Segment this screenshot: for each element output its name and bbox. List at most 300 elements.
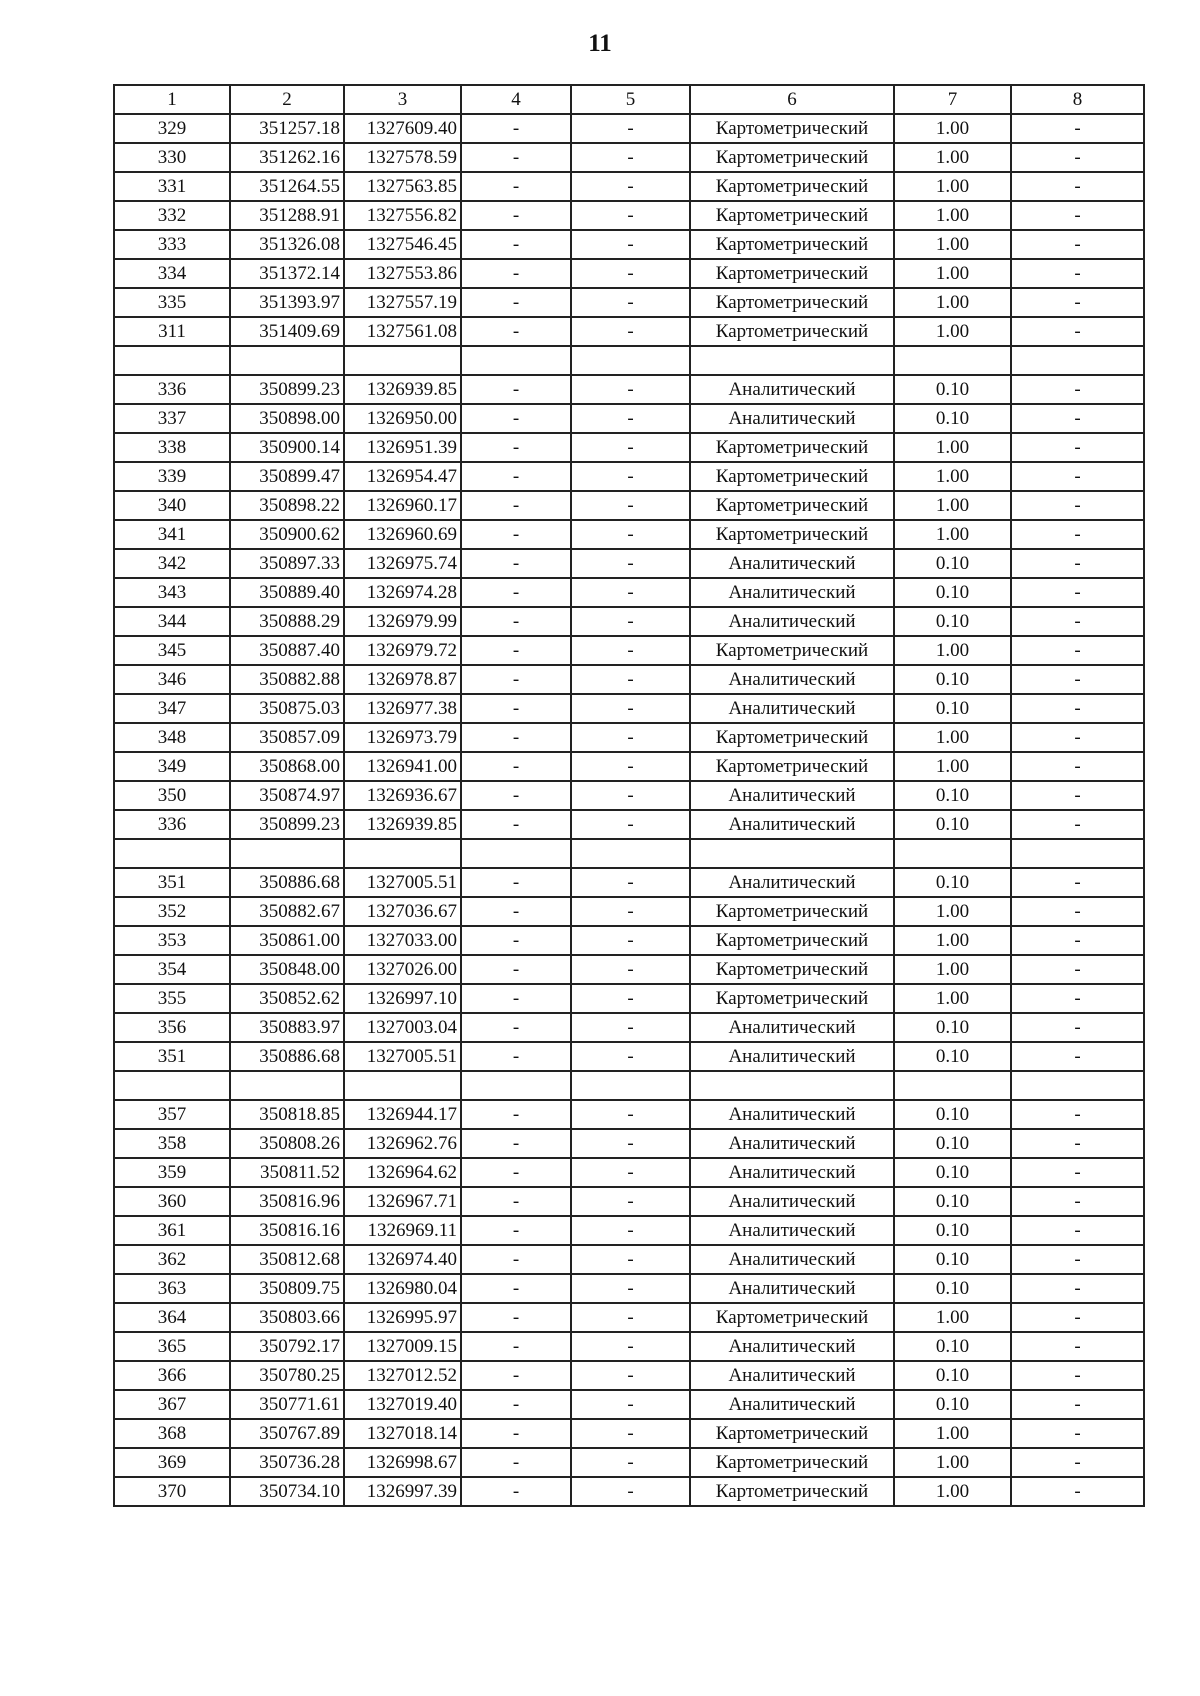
cell-point-number: 344 xyxy=(114,607,230,636)
cell-x-coordinate: 351326.08 xyxy=(230,230,344,259)
cell-col-8: - xyxy=(1011,288,1144,317)
cell-x-coordinate: 350792.17 xyxy=(230,1332,344,1361)
table-row xyxy=(114,1216,1144,1245)
cell-y-coordinate: 1327005.51 xyxy=(344,868,461,897)
cell-y-coordinate xyxy=(344,839,461,868)
cell-col-5 xyxy=(571,1071,690,1100)
cell-x-coordinate: 350812.68 xyxy=(230,1245,344,1274)
table-row xyxy=(114,1245,1144,1274)
cell-point-number: 311 xyxy=(114,317,230,346)
cell-method xyxy=(690,839,894,868)
cell-method: Картометрический xyxy=(690,1448,894,1477)
cell-method: Аналитический xyxy=(690,1361,894,1390)
cell-col-4: - xyxy=(461,781,571,810)
table-row xyxy=(114,317,1144,346)
cell-y-coordinate: 1326951.39 xyxy=(344,433,461,462)
table-row xyxy=(114,984,1144,1013)
cell-x-coordinate: 350816.16 xyxy=(230,1216,344,1245)
cell-col-5: - xyxy=(571,897,690,926)
cell-x-coordinate: 350883.97 xyxy=(230,1013,344,1042)
cell-col-5: - xyxy=(571,375,690,404)
table-row xyxy=(114,810,1144,839)
column-header-4: 4 xyxy=(461,85,571,114)
cell-point-number: 350 xyxy=(114,781,230,810)
cell-y-coordinate: 1327578.59 xyxy=(344,143,461,172)
cell-col-8: - xyxy=(1011,1274,1144,1303)
cell-col-8: - xyxy=(1011,114,1144,143)
table-row xyxy=(114,1303,1144,1332)
cell-method: Картометрический xyxy=(690,491,894,520)
cell-method: Аналитический xyxy=(690,1129,894,1158)
table-row xyxy=(114,172,1144,201)
cell-method xyxy=(690,346,894,375)
cell-accuracy: 1.00 xyxy=(894,172,1011,201)
cell-method: Картометрический xyxy=(690,172,894,201)
cell-point-number: 334 xyxy=(114,259,230,288)
cell-accuracy: 1.00 xyxy=(894,491,1011,520)
cell-col-5: - xyxy=(571,984,690,1013)
cell-method: Аналитический xyxy=(690,810,894,839)
cell-y-coordinate: 1326964.62 xyxy=(344,1158,461,1187)
cell-y-coordinate: 1326974.28 xyxy=(344,578,461,607)
cell-col-4: - xyxy=(461,607,571,636)
cell-col-8: - xyxy=(1011,955,1144,984)
cell-accuracy: 0.10 xyxy=(894,1274,1011,1303)
cell-col-5: - xyxy=(571,1245,690,1274)
coordinates-table xyxy=(113,84,1145,1507)
cell-y-coordinate: 1327012.52 xyxy=(344,1361,461,1390)
cell-col-4: - xyxy=(461,1187,571,1216)
cell-col-4: - xyxy=(461,1129,571,1158)
table-row xyxy=(114,578,1144,607)
cell-col-5: - xyxy=(571,143,690,172)
cell-method: Картометрический xyxy=(690,955,894,984)
cell-col-5: - xyxy=(571,1390,690,1419)
cell-accuracy: 1.00 xyxy=(894,636,1011,665)
cell-accuracy: 1.00 xyxy=(894,752,1011,781)
cell-method: Картометрический xyxy=(690,1477,894,1506)
cell-col-8: - xyxy=(1011,1129,1144,1158)
cell-accuracy: 1.00 xyxy=(894,1303,1011,1332)
cell-method: Картометрический xyxy=(690,317,894,346)
cell-col-8: - xyxy=(1011,259,1144,288)
table-row xyxy=(114,868,1144,897)
cell-x-coordinate: 351288.91 xyxy=(230,201,344,230)
cell-accuracy: 0.10 xyxy=(894,868,1011,897)
cell-col-5: - xyxy=(571,1477,690,1506)
cell-x-coordinate: 350734.10 xyxy=(230,1477,344,1506)
cell-point-number: 342 xyxy=(114,549,230,578)
cell-col-5: - xyxy=(571,1013,690,1042)
cell-col-8: - xyxy=(1011,1361,1144,1390)
table-row xyxy=(114,259,1144,288)
table-row xyxy=(114,114,1144,143)
cell-point-number: 356 xyxy=(114,1013,230,1042)
cell-x-coordinate: 350900.62 xyxy=(230,520,344,549)
table-row xyxy=(114,839,1144,868)
column-header-5: 5 xyxy=(571,85,690,114)
cell-col-5 xyxy=(571,346,690,375)
column-header-7: 7 xyxy=(894,85,1011,114)
cell-col-4: - xyxy=(461,1274,571,1303)
table-row xyxy=(114,404,1144,433)
table-row xyxy=(114,1100,1144,1129)
cell-y-coordinate: 1326969.11 xyxy=(344,1216,461,1245)
cell-col-5: - xyxy=(571,491,690,520)
cell-y-coordinate: 1326939.85 xyxy=(344,375,461,404)
cell-accuracy: 0.10 xyxy=(894,1013,1011,1042)
cell-accuracy: 1.00 xyxy=(894,143,1011,172)
cell-x-coordinate: 350736.28 xyxy=(230,1448,344,1477)
cell-accuracy: 1.00 xyxy=(894,1448,1011,1477)
cell-col-8 xyxy=(1011,1071,1144,1100)
cell-col-8: - xyxy=(1011,1245,1144,1274)
cell-accuracy: 0.10 xyxy=(894,1042,1011,1071)
cell-y-coordinate: 1327019.40 xyxy=(344,1390,461,1419)
cell-col-4: - xyxy=(461,1390,571,1419)
cell-col-5: - xyxy=(571,1216,690,1245)
cell-col-4: - xyxy=(461,694,571,723)
cell-accuracy: 0.10 xyxy=(894,1187,1011,1216)
table-row xyxy=(114,1419,1144,1448)
cell-col-4: - xyxy=(461,143,571,172)
cell-col-8: - xyxy=(1011,868,1144,897)
header-row xyxy=(114,85,1144,114)
cell-col-4: - xyxy=(461,1361,571,1390)
cell-accuracy: 0.10 xyxy=(894,607,1011,636)
cell-x-coordinate: 350882.67 xyxy=(230,897,344,926)
cell-x-coordinate: 350780.25 xyxy=(230,1361,344,1390)
cell-col-4: - xyxy=(461,375,571,404)
cell-col-4: - xyxy=(461,549,571,578)
cell-point-number: 357 xyxy=(114,1100,230,1129)
cell-method: Картометрический xyxy=(690,143,894,172)
cell-y-coordinate: 1327018.14 xyxy=(344,1419,461,1448)
cell-x-coordinate: 350852.62 xyxy=(230,984,344,1013)
cell-col-5: - xyxy=(571,665,690,694)
cell-col-8: - xyxy=(1011,404,1144,433)
cell-method: Аналитический xyxy=(690,1042,894,1071)
table-row xyxy=(114,665,1144,694)
cell-col-4: - xyxy=(461,520,571,549)
cell-col-4: - xyxy=(461,1303,571,1332)
cell-col-8: - xyxy=(1011,752,1144,781)
table-body xyxy=(114,114,1144,1506)
cell-col-5: - xyxy=(571,636,690,665)
cell-point-number: 348 xyxy=(114,723,230,752)
cell-col-8: - xyxy=(1011,636,1144,665)
cell-point-number: 358 xyxy=(114,1129,230,1158)
cell-col-8: - xyxy=(1011,549,1144,578)
cell-col-4: - xyxy=(461,723,571,752)
cell-col-4: - xyxy=(461,752,571,781)
cell-col-4: - xyxy=(461,868,571,897)
cell-accuracy: 1.00 xyxy=(894,230,1011,259)
cell-point-number: 366 xyxy=(114,1361,230,1390)
cell-x-coordinate: 350886.68 xyxy=(230,1042,344,1071)
table-row xyxy=(114,723,1144,752)
cell-col-5: - xyxy=(571,723,690,752)
cell-accuracy: 1.00 xyxy=(894,723,1011,752)
cell-x-coordinate xyxy=(230,346,344,375)
cell-accuracy: 1.00 xyxy=(894,897,1011,926)
cell-point-number: 331 xyxy=(114,172,230,201)
cell-col-8: - xyxy=(1011,1158,1144,1187)
cell-x-coordinate: 350811.52 xyxy=(230,1158,344,1187)
cell-y-coordinate: 1326936.67 xyxy=(344,781,461,810)
cell-method: Аналитический xyxy=(690,1187,894,1216)
cell-x-coordinate: 350816.96 xyxy=(230,1187,344,1216)
cell-col-5: - xyxy=(571,694,690,723)
cell-y-coordinate: 1327561.08 xyxy=(344,317,461,346)
cell-y-coordinate: 1327556.82 xyxy=(344,201,461,230)
table-row xyxy=(114,520,1144,549)
cell-point-number: 337 xyxy=(114,404,230,433)
cell-method: Аналитический xyxy=(690,578,894,607)
cell-y-coordinate: 1326979.99 xyxy=(344,607,461,636)
cell-col-4: - xyxy=(461,1332,571,1361)
cell-y-coordinate: 1326980.04 xyxy=(344,1274,461,1303)
table-row xyxy=(114,375,1144,404)
cell-point-number: 329 xyxy=(114,114,230,143)
cell-col-8: - xyxy=(1011,665,1144,694)
cell-col-5: - xyxy=(571,1361,690,1390)
cell-col-4: - xyxy=(461,404,571,433)
cell-x-coordinate: 350861.00 xyxy=(230,926,344,955)
table-row xyxy=(114,1129,1144,1158)
cell-point-number: 363 xyxy=(114,1274,230,1303)
cell-x-coordinate xyxy=(230,839,344,868)
table-row xyxy=(114,926,1144,955)
table-row xyxy=(114,1013,1144,1042)
cell-method: Картометрический xyxy=(690,520,894,549)
cell-col-8: - xyxy=(1011,607,1144,636)
cell-method: Аналитический xyxy=(690,1158,894,1187)
cell-y-coordinate: 1326944.17 xyxy=(344,1100,461,1129)
cell-x-coordinate: 350887.40 xyxy=(230,636,344,665)
cell-point-number: 361 xyxy=(114,1216,230,1245)
cell-method xyxy=(690,1071,894,1100)
cell-col-5: - xyxy=(571,810,690,839)
cell-point-number: 353 xyxy=(114,926,230,955)
cell-col-4: - xyxy=(461,433,571,462)
cell-col-4: - xyxy=(461,462,571,491)
cell-y-coordinate xyxy=(344,1071,461,1100)
cell-col-5: - xyxy=(571,868,690,897)
cell-col-4: - xyxy=(461,1042,571,1071)
column-header-8: 8 xyxy=(1011,85,1144,114)
cell-accuracy: 0.10 xyxy=(894,1216,1011,1245)
cell-col-5: - xyxy=(571,578,690,607)
table-row xyxy=(114,955,1144,984)
cell-y-coordinate xyxy=(344,346,461,375)
cell-point-number: 345 xyxy=(114,636,230,665)
cell-point-number xyxy=(114,1071,230,1100)
cell-accuracy: 0.10 xyxy=(894,1361,1011,1390)
cell-col-5: - xyxy=(571,172,690,201)
cell-y-coordinate: 1327009.15 xyxy=(344,1332,461,1361)
cell-accuracy: 0.10 xyxy=(894,665,1011,694)
table-row xyxy=(114,694,1144,723)
cell-point-number: 332 xyxy=(114,201,230,230)
cell-col-8: - xyxy=(1011,897,1144,926)
cell-accuracy: 0.10 xyxy=(894,810,1011,839)
cell-x-coordinate: 351372.14 xyxy=(230,259,344,288)
cell-method: Картометрический xyxy=(690,462,894,491)
cell-accuracy: 0.10 xyxy=(894,1158,1011,1187)
cell-method: Аналитический xyxy=(690,607,894,636)
cell-y-coordinate: 1326967.71 xyxy=(344,1187,461,1216)
cell-method: Аналитический xyxy=(690,781,894,810)
cell-col-8 xyxy=(1011,839,1144,868)
cell-method: Картометрический xyxy=(690,259,894,288)
cell-accuracy: 0.10 xyxy=(894,578,1011,607)
table-row xyxy=(114,1361,1144,1390)
cell-point-number: 346 xyxy=(114,665,230,694)
cell-col-4: - xyxy=(461,955,571,984)
cell-col-4 xyxy=(461,839,571,868)
cell-col-5: - xyxy=(571,317,690,346)
cell-y-coordinate: 1327005.51 xyxy=(344,1042,461,1071)
cell-method: Картометрический xyxy=(690,433,894,462)
cell-col-4: - xyxy=(461,1245,571,1274)
cell-x-coordinate: 351257.18 xyxy=(230,114,344,143)
cell-col-5 xyxy=(571,839,690,868)
cell-col-5: - xyxy=(571,114,690,143)
cell-col-8: - xyxy=(1011,723,1144,752)
cell-col-8: - xyxy=(1011,1303,1144,1332)
cell-y-coordinate: 1326979.72 xyxy=(344,636,461,665)
cell-y-coordinate: 1326939.85 xyxy=(344,810,461,839)
table-row xyxy=(114,230,1144,259)
cell-col-4: - xyxy=(461,926,571,955)
cell-point-number: 365 xyxy=(114,1332,230,1361)
cell-col-4: - xyxy=(461,1477,571,1506)
cell-point-number: 360 xyxy=(114,1187,230,1216)
cell-col-4: - xyxy=(461,259,571,288)
cell-y-coordinate: 1327026.00 xyxy=(344,955,461,984)
cell-y-coordinate: 1326962.76 xyxy=(344,1129,461,1158)
cell-col-8: - xyxy=(1011,433,1144,462)
cell-col-4: - xyxy=(461,114,571,143)
table-row xyxy=(114,201,1144,230)
cell-point-number: 362 xyxy=(114,1245,230,1274)
cell-col-8: - xyxy=(1011,1477,1144,1506)
cell-y-coordinate: 1327557.19 xyxy=(344,288,461,317)
cell-col-8: - xyxy=(1011,694,1144,723)
cell-y-coordinate: 1327546.45 xyxy=(344,230,461,259)
table-row xyxy=(114,1448,1144,1477)
cell-y-coordinate: 1327563.85 xyxy=(344,172,461,201)
table-row xyxy=(114,1158,1144,1187)
cell-method: Аналитический xyxy=(690,1274,894,1303)
cell-col-4: - xyxy=(461,491,571,520)
cell-col-4: - xyxy=(461,172,571,201)
cell-accuracy: 0.10 xyxy=(894,1390,1011,1419)
cell-method: Картометрический xyxy=(690,288,894,317)
cell-point-number: 336 xyxy=(114,810,230,839)
cell-col-5: - xyxy=(571,1419,690,1448)
cell-y-coordinate: 1326978.87 xyxy=(344,665,461,694)
cell-point-number: 341 xyxy=(114,520,230,549)
cell-method: Аналитический xyxy=(690,868,894,897)
column-header-3: 3 xyxy=(344,85,461,114)
cell-col-8: - xyxy=(1011,1448,1144,1477)
cell-y-coordinate: 1327036.67 xyxy=(344,897,461,926)
column-header-2: 2 xyxy=(230,85,344,114)
cell-col-8: - xyxy=(1011,1013,1144,1042)
table-row xyxy=(114,549,1144,578)
cell-method: Картометрический xyxy=(690,1419,894,1448)
cell-col-8: - xyxy=(1011,810,1144,839)
cell-col-5: - xyxy=(571,288,690,317)
cell-col-8 xyxy=(1011,346,1144,375)
cell-accuracy: 0.10 xyxy=(894,694,1011,723)
cell-x-coordinate: 350888.29 xyxy=(230,607,344,636)
cell-y-coordinate: 1327553.86 xyxy=(344,259,461,288)
cell-accuracy: 1.00 xyxy=(894,926,1011,955)
cell-point-number: 349 xyxy=(114,752,230,781)
cell-point-number: 333 xyxy=(114,230,230,259)
cell-accuracy xyxy=(894,346,1011,375)
cell-point-number: 336 xyxy=(114,375,230,404)
cell-y-coordinate: 1326973.79 xyxy=(344,723,461,752)
cell-point-number: 330 xyxy=(114,143,230,172)
cell-y-coordinate: 1326977.38 xyxy=(344,694,461,723)
cell-col-5: - xyxy=(571,201,690,230)
cell-y-coordinate: 1326960.17 xyxy=(344,491,461,520)
cell-col-8: - xyxy=(1011,375,1144,404)
cell-point-number: 354 xyxy=(114,955,230,984)
table-row xyxy=(114,143,1144,172)
cell-col-5: - xyxy=(571,955,690,984)
cell-method: Картометрический xyxy=(690,723,894,752)
cell-col-5: - xyxy=(571,520,690,549)
cell-y-coordinate: 1326941.00 xyxy=(344,752,461,781)
cell-accuracy: 1.00 xyxy=(894,520,1011,549)
cell-col-4 xyxy=(461,1071,571,1100)
cell-y-coordinate: 1327609.40 xyxy=(344,114,461,143)
cell-method: Картометрический xyxy=(690,636,894,665)
cell-x-coordinate: 350882.88 xyxy=(230,665,344,694)
cell-point-number: 367 xyxy=(114,1390,230,1419)
cell-col-4: - xyxy=(461,897,571,926)
cell-x-coordinate: 350848.00 xyxy=(230,955,344,984)
table-row xyxy=(114,346,1144,375)
cell-method: Картометрический xyxy=(690,201,894,230)
cell-x-coordinate: 350767.89 xyxy=(230,1419,344,1448)
cell-y-coordinate: 1326995.97 xyxy=(344,1303,461,1332)
cell-col-8: - xyxy=(1011,143,1144,172)
cell-col-4: - xyxy=(461,1158,571,1187)
cell-x-coordinate: 350857.09 xyxy=(230,723,344,752)
cell-accuracy xyxy=(894,839,1011,868)
cell-x-coordinate: 350808.26 xyxy=(230,1129,344,1158)
cell-accuracy: 0.10 xyxy=(894,1129,1011,1158)
cell-method: Аналитический xyxy=(690,404,894,433)
cell-col-8: - xyxy=(1011,1187,1144,1216)
cell-method: Аналитический xyxy=(690,375,894,404)
cell-x-coordinate: 350771.61 xyxy=(230,1390,344,1419)
table-row xyxy=(114,897,1144,926)
cell-accuracy: 0.10 xyxy=(894,1245,1011,1274)
cell-col-8: - xyxy=(1011,781,1144,810)
page-number: 11 xyxy=(588,30,612,57)
cell-col-8: - xyxy=(1011,201,1144,230)
cell-point-number: 351 xyxy=(114,1042,230,1071)
cell-accuracy: 1.00 xyxy=(894,288,1011,317)
cell-col-5: - xyxy=(571,926,690,955)
